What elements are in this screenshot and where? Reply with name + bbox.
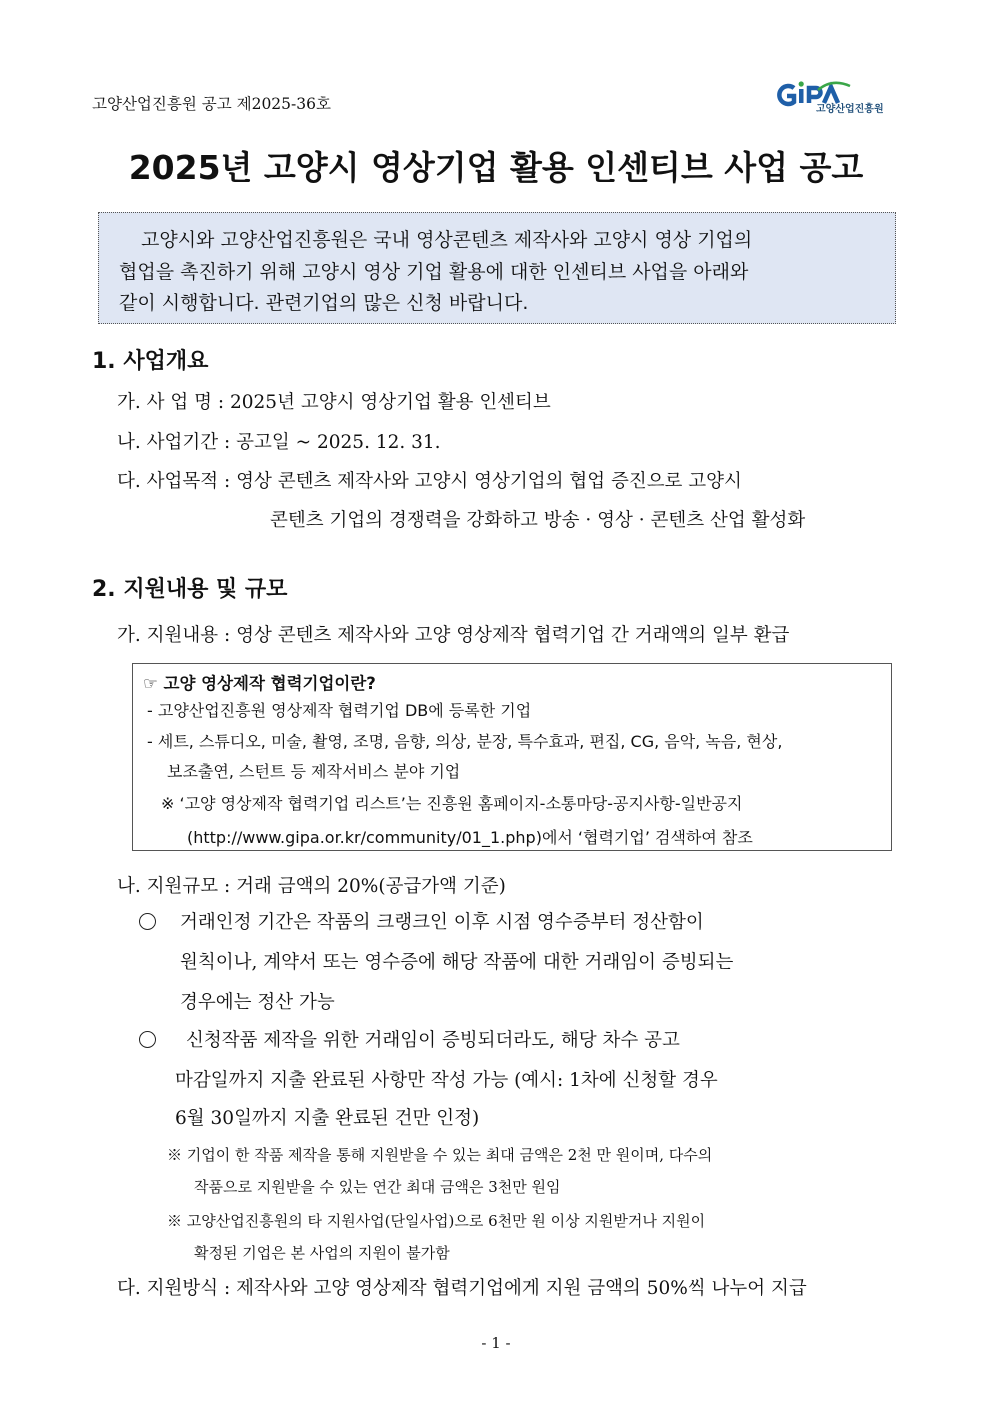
bullet-1-line-3: 경우에는 정산 가능 [180, 992, 335, 1013]
gipa-logo [772, 78, 897, 118]
definition-line-4: ※ ‘고양 영상제작 협력기업 리스트’는 진흥원 홈페이지-소통마당-공지사항-일반공지 [161, 794, 743, 813]
definition-line-3: 보조출연, 스턴트 등 제작서비스 분야 기업 [167, 762, 461, 781]
bullet-circle-icon [139, 913, 156, 930]
bullet-2-line-3: 6월 30일까지 지출 완료된 건만 인정) [175, 1108, 480, 1129]
definition-box-title: ☞ 고양 영상제작 협력기업이란? [143, 674, 376, 693]
note-1-line-2: 작품으로 지원받을 수 있는 연간 최대 금액은 3천만 원임 [194, 1178, 561, 1196]
intro-text-1: 고양시와 고양산업진흥원은 국내 영상콘텐츠 제작사와 고양시 영상 기업의 [141, 229, 753, 251]
section-2-item-ga: 가. 지원내용 : 영상 콘텐츠 제작사와 고양 영상제작 협력기업 간 거래액의 일부 환급 [117, 625, 790, 646]
page-number: - 1 - [481, 1334, 511, 1352]
section-1-heading: 1. 사업개요 [92, 349, 209, 374]
section-2-item-da: 다. 지원방식 : 제작사와 고양 영상제작 협력기업에게 지원 금액의 50%씩 나누어 지급 [117, 1278, 807, 1299]
intro-line-3 [119, 288, 528, 315]
note-2-line-1: ※ 고양산업진흥원의 타 지원사업(단일사업)으로 6천만 원 이상 지원받거나 지원이 [167, 1212, 706, 1230]
bullet-circle-icon [139, 1031, 156, 1048]
logo-text: 고양산업진흥원 [816, 104, 884, 115]
section-2-heading: 2. 지원내용 및 규모 [92, 577, 288, 602]
definition-line-1: - 고양산업진흥원 영상제작 협력기업 DB에 등록한 기업 [147, 701, 532, 720]
bullet-1-line-2: 원칙이나, 계약서 또는 영수증에 해당 작품에 대한 거래임이 증빙되는 [180, 952, 734, 973]
notice-number: 고양산업진흥원 공고 제2025-36호 [92, 95, 331, 113]
bullet-2-line-2: 마감일까지 지출 완료된 사항만 작성 가능 (예시: 1차에 신청할 경우 [175, 1070, 718, 1091]
cooperative-company-definition-box [132, 663, 892, 851]
bullet-2-line-1: 신청작품 제작을 위한 거래임이 증빙되더라도, 해당 차수 공고 [186, 1030, 680, 1051]
section-2-item-na: 나. 지원규모 : 거래 금액의 20%(공급가액 기준) [117, 876, 506, 897]
section-1-item-da: 다. 사업목적 : 영상 콘텐츠 제작사와 고양시 영상기업의 협업 증진으로 고양시 [117, 471, 742, 492]
intro-text-2: 협업을 촉진하기 위해 고양시 영상 기업 활용에 대한 인센티브 사업을 아래와 [119, 261, 749, 283]
section-1-item-ga: 가. 사 업 명 : 2025년 고양시 영상기업 활용 인센티브 [117, 392, 551, 413]
definition-line-2: - 세트, 스튜디오, 미술, 촬영, 조명, 음향, 의상, 분장, 특수효과, 편집, CG, 음악, 녹음, 현상, [147, 732, 783, 751]
intro-line-2 [119, 257, 887, 284]
intro-line-1 [141, 225, 887, 252]
document-title: 2025년 고양시 영상기업 활용 인센티브 사업 공고 [128, 148, 864, 187]
section-1-item-na: 나. 사업기간 : 공고일 ~ 2025. 12. 31. [117, 432, 441, 453]
note-2-line-2: 확정된 기업은 본 사업의 지원이 불가함 [194, 1244, 450, 1262]
note-1-line-1: ※ 기업이 한 작품 제작을 통해 지원받을 수 있는 최대 금액은 2천 만 원이며, 다수의 [167, 1146, 713, 1164]
bullet-1-line-1: 거래인정 기간은 작품의 크랭크인 이후 시점 영수증부터 정산함이 [180, 912, 704, 933]
intro-text-3: 같이 시행합니다. 관련기업의 많은 신청 바랍니다. [119, 292, 529, 314]
intro-box [98, 212, 896, 324]
section-1-item-da-cont: 콘텐츠 기업의 경쟁력을 강화하고 방송 · 영상 · 콘텐츠 산업 활성화 [270, 510, 806, 531]
definition-line-5-url: (http://www.gipa.or.kr/community/01_1.php)에서 ‘협력기업’ 검색하여 참조 [187, 828, 753, 847]
